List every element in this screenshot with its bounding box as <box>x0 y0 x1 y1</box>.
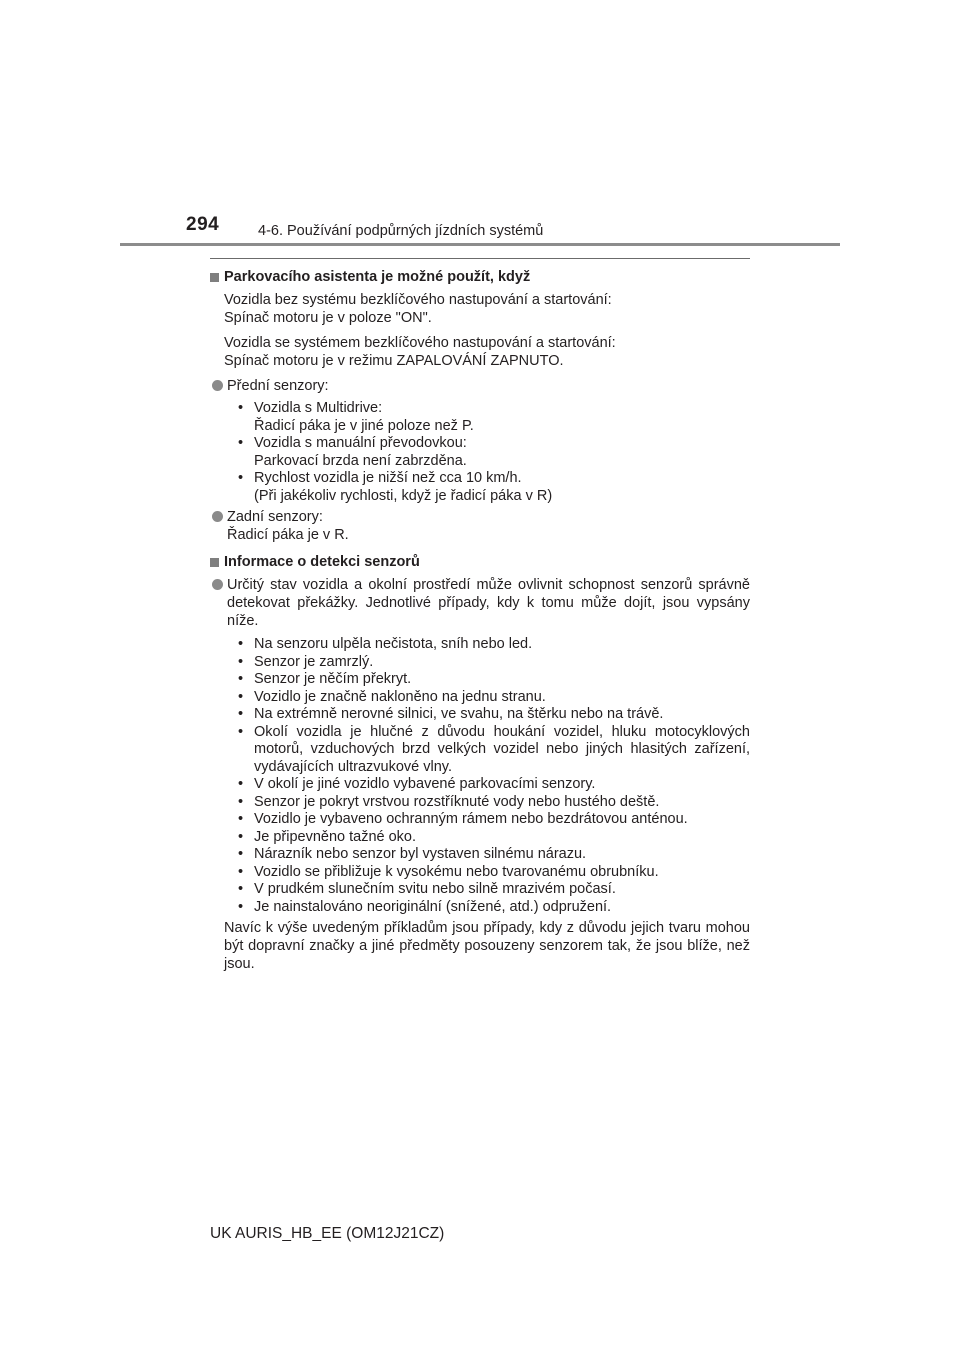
paragraph-with-smart-entry <box>224 334 750 370</box>
list-item <box>238 794 750 812</box>
list-item-text: Vozidlo je značně nakloněno na jednu stranu. <box>254 688 546 705</box>
list-item-text: Vozidlo se přibližuje k vysokému nebo tvarovanému obrubníku. <box>254 863 659 880</box>
sensor-detection-intro <box>210 576 750 630</box>
list-item-text: Senzor je pokryt vrstvou rozstříknuté vody nebo hustého deště. <box>254 793 660 810</box>
bullet-dot-icon: • <box>238 688 244 705</box>
list-item-line: Řadicí páka je v jiné poloze než P. <box>254 417 474 434</box>
bullet-dot-icon: • <box>238 863 244 880</box>
list-item-text: Je nainstalováno neoriginální (snížené, atd.) odpružení. <box>254 898 612 915</box>
list-item-text: Nárazník nebo senzor byl vystaven silnému nárazu. <box>254 846 587 862</box>
list-item <box>238 654 750 672</box>
section-heading-text: Informace o detekci senzorů <box>224 554 420 570</box>
chapter-title: 4-6. Používání podpůrných jízdních systémů <box>258 223 544 239</box>
section-heading-sensor-detection <box>210 553 750 571</box>
front-sensors-item <box>210 377 750 395</box>
intro-text: Určitý stav vozidla a okolní prostředí může ovlivnit schopnost senzorů správně detekovat překážky. Jednotlivé případy, kdy k tomu může dojít, jsou vypsány níže. <box>227 577 750 629</box>
section-divider <box>210 258 750 259</box>
list-item-text: V okolí je jiné vozidlo vybavené parkovacími senzory. <box>254 776 596 792</box>
list-item-text: Senzor je něčím překryt. <box>254 671 412 687</box>
list-item-text: Na senzoru ulpěla nečistota, sníh nebo led. <box>254 636 533 652</box>
list-item-line: Rychlost vozidla je nižší než cca 10 km/h. <box>254 470 522 486</box>
circle-bullet-icon <box>212 511 223 522</box>
bullet-dot-icon: • <box>238 636 244 652</box>
list-item <box>238 689 750 707</box>
header-rule <box>120 243 840 246</box>
list-item-text: V prudkém slunečním svitu nebo silně mrazivém počasí. <box>254 881 616 897</box>
list-item-line: Parkovací brzda není zabrzděna. <box>254 452 467 469</box>
bullet-dot-icon: • <box>238 793 244 810</box>
bullet-dot-icon: • <box>238 653 244 670</box>
paragraph-line: Vozidla se systémem bezklíčového nastupování a startování: <box>224 335 616 351</box>
list-item <box>238 864 750 882</box>
list-item <box>238 776 750 794</box>
bullet-dot-icon: • <box>238 671 244 687</box>
paragraph-line: Spínač motoru je v režimu ZAPALOVÁNÍ ZAPNUTO. <box>224 353 564 369</box>
list-item-text: Okolí vozidla je hlučné z důvodu houkání vozidel, hluku motocyklových motorů, vzduchových brzd velkých vozidel nebo jiných hlasitých zařízení, vydávajících ultrazvukové vlny. <box>254 723 750 775</box>
bullet-dot-icon: • <box>238 811 244 827</box>
rear-sensors-item <box>210 508 750 544</box>
rear-sensors-condition: Řadicí páka je v R. <box>227 527 349 543</box>
rear-sensors-label: Zadní senzory: <box>227 509 323 525</box>
list-item <box>238 899 750 917</box>
closing-paragraph: Navíc k výše uvedeným příkladům jsou případy, kdy z důvodu jejich tvaru mohou být dopravní značky a jiné předměty posouzeny senzorem tak, že jsou blíže, než jsou. <box>224 920 750 972</box>
bullet-dot-icon: • <box>238 470 244 486</box>
bullet-dot-icon: • <box>238 400 244 416</box>
front-sensors-list <box>238 400 750 505</box>
bullet-dot-icon: • <box>238 828 244 845</box>
bullet-dot-icon: • <box>238 435 244 451</box>
square-bullet-icon <box>210 558 219 567</box>
list-item <box>238 829 750 847</box>
list-item <box>238 435 750 470</box>
page-number: 294 <box>186 214 220 235</box>
document-code: UK AURIS_HB_EE (OM12J21CZ) <box>210 1225 445 1242</box>
list-item-text: Vozidlo je vybaveno ochranným rámem nebo bezdrátovou anténou. <box>254 811 688 827</box>
list-item-line: Vozidla s manuální převodovkou: <box>254 435 467 451</box>
sensor-conditions-list <box>238 636 750 916</box>
list-item <box>238 881 750 899</box>
bullet-dot-icon: • <box>238 706 244 722</box>
paragraph-line: Spínač motoru je v poloze "ON". <box>224 310 432 326</box>
list-item-text: Je připevněno tažné oko. <box>254 828 417 845</box>
list-item <box>238 636 750 654</box>
list-item <box>238 724 750 777</box>
list-item <box>238 400 750 435</box>
circle-bullet-icon <box>212 579 223 590</box>
paragraph-line: Vozidla bez systému bezklíčového nastupování a startování: <box>224 292 612 308</box>
list-item-line: Vozidla s Multidrive: <box>254 400 383 416</box>
list-item <box>238 706 750 724</box>
bullet-dot-icon: • <box>238 776 244 792</box>
list-item <box>238 470 750 505</box>
list-item-text: Senzor je zamrzlý. <box>254 653 374 670</box>
circle-bullet-icon <box>212 380 223 391</box>
page-content <box>210 258 750 973</box>
bullet-dot-icon: • <box>238 846 244 862</box>
list-item <box>238 846 750 864</box>
front-sensors-label: Přední senzory: <box>227 378 329 394</box>
paragraph-without-smart-entry <box>224 291 750 327</box>
bullet-dot-icon: • <box>238 723 244 740</box>
list-item <box>238 811 750 829</box>
list-item-text: Na extrémně nerovné silnici, ve svahu, na štěrku nebo na trávě. <box>254 706 664 722</box>
list-item <box>238 671 750 689</box>
section-heading-parking-assist <box>210 268 750 286</box>
square-bullet-icon <box>210 273 219 282</box>
bullet-dot-icon: • <box>238 881 244 897</box>
list-item-line: (Při jakékoliv rychlosti, když je řadicí páka v R) <box>254 487 553 504</box>
bullet-dot-icon: • <box>238 898 244 915</box>
section-heading-text: Parkovacího asistenta je možné použít, když <box>224 269 531 285</box>
